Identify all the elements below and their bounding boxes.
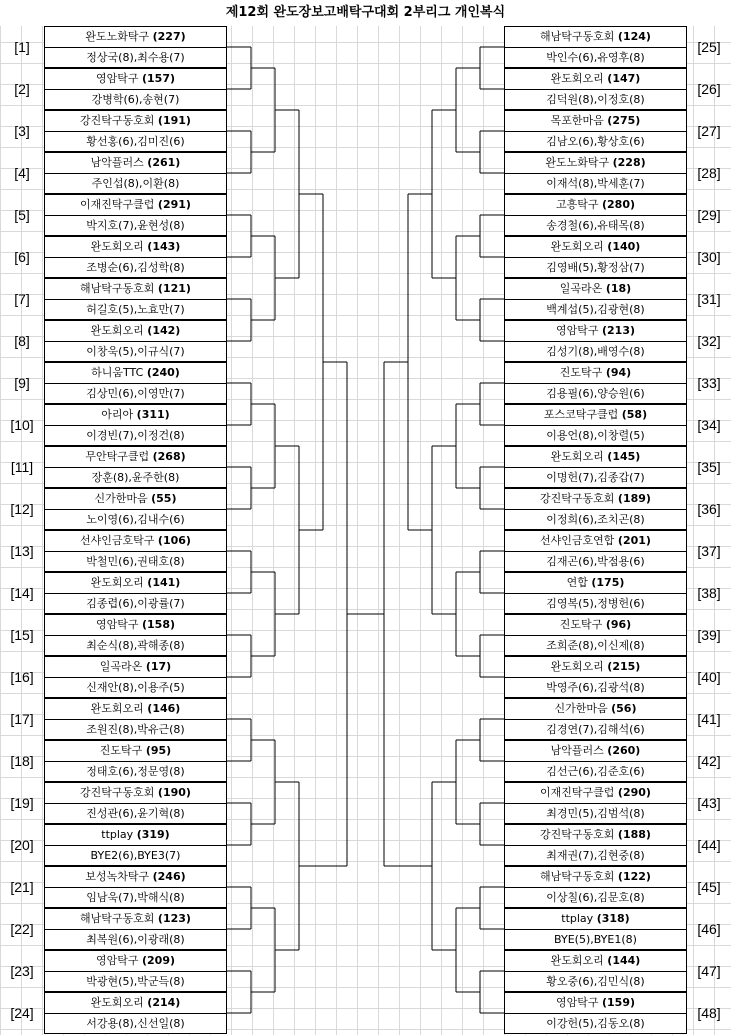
players-line: 주인섭(8),이환(8): [91, 177, 180, 190]
players-line: 박지호(7),윤현성(8): [86, 219, 185, 232]
team-line: [45, 447, 226, 468]
team-line: [505, 447, 686, 468]
team-line: [45, 657, 226, 678]
team-number: (188): [617, 828, 651, 841]
players-line: 최복원(6),이광래(8): [86, 933, 185, 946]
seed-number: [45]: [697, 879, 721, 895]
team-line: [45, 195, 226, 216]
team-name: 이재진탁구클럽: [80, 198, 155, 211]
players-line: 이용언(8),이창렬(5): [546, 429, 645, 442]
team-number: (175): [591, 576, 625, 589]
team-line: [505, 489, 686, 510]
team-name: 해남탁구동호회: [80, 282, 155, 295]
players-line: 장훈(8),윤주한(8): [91, 471, 180, 484]
players-line: 서강용(8),신선일(8): [86, 1017, 185, 1030]
team-number: (55): [151, 492, 177, 505]
players-line: 신재안(8),이용주(5): [86, 681, 185, 694]
team-line: [505, 741, 686, 762]
entry-box: [504, 404, 687, 446]
team-line: [505, 573, 686, 594]
entry-box: [44, 824, 227, 866]
seed-number: [34]: [697, 417, 721, 433]
team-line: [505, 195, 686, 216]
players-line: BYE(5),BYE1(8): [554, 933, 637, 946]
players-line: 백계섭(5),김광현(8): [546, 303, 645, 316]
seed-number: [3]: [14, 123, 30, 139]
seed-number: [19]: [10, 795, 34, 811]
team-number: (319): [136, 828, 170, 841]
team-line: [505, 909, 686, 930]
seed-number: [4]: [14, 165, 30, 181]
team-number: (157): [141, 72, 176, 85]
team-name: 완도회오리: [550, 660, 604, 673]
seed-number: [1]: [14, 39, 30, 55]
team-number: (318): [596, 912, 630, 925]
entry-box: [44, 572, 227, 614]
players-line: 이창욱(5),이규식(7): [86, 345, 185, 358]
team-number: (58): [621, 408, 648, 421]
team-number: (189): [617, 492, 651, 505]
team-name: 아리아: [101, 408, 134, 421]
team-name: 하니움TTC: [91, 366, 144, 379]
seed-number: [15]: [10, 627, 34, 643]
seed-number: [31]: [697, 291, 721, 307]
entry-box: [44, 782, 227, 824]
team-line: [505, 27, 686, 48]
team-number: (141): [147, 576, 181, 589]
team-name: 완도회오리: [90, 996, 144, 1009]
players-line: 이경빈(7),이정건(8): [86, 429, 185, 442]
team-number: (17): [145, 660, 172, 673]
players-line: 이명헌(7),김종갑(7): [546, 471, 645, 484]
players-line: 김상민(6),이영만(7): [86, 387, 185, 400]
seed-number: [20]: [10, 837, 34, 853]
entry-box: [504, 530, 687, 572]
team-name: 목포한마음: [550, 114, 604, 127]
players-line: 진성관(6),윤기혁(8): [86, 807, 185, 820]
players-line: 황선홍(6),김미진(6): [86, 135, 185, 148]
team-number: (228): [612, 156, 646, 169]
players-line: 김남오(6),황상호(6): [546, 135, 645, 148]
entry-box: [504, 236, 687, 278]
team-line: [505, 531, 686, 552]
entry-box: [504, 782, 687, 824]
entry-box: [44, 446, 227, 488]
team-line: [505, 615, 686, 636]
team-name: ttplay: [101, 828, 134, 841]
team-number: (246): [152, 870, 186, 883]
seed-number: [9]: [14, 375, 30, 391]
team-name: 완도회오리: [550, 450, 604, 463]
team-name: 강진탁구동호회: [80, 786, 155, 799]
team-number: (123): [157, 912, 191, 925]
team-name: 영암탁구: [555, 996, 599, 1009]
entry-box: [504, 572, 687, 614]
players-line: 박영주(6),김광석(8): [546, 681, 645, 694]
entry-box: [504, 992, 687, 1034]
entry-box: [44, 908, 227, 950]
entry-box: [44, 362, 227, 404]
team-line: [505, 153, 686, 174]
seed-number: [38]: [697, 585, 721, 601]
players-line: 이강헌(5),김동오(8): [546, 1017, 645, 1030]
team-line: [45, 489, 226, 510]
entry-box: [44, 320, 227, 362]
entry-box: [504, 488, 687, 530]
team-line: [505, 993, 686, 1014]
team-line: [505, 111, 686, 132]
entry-box: [44, 530, 227, 572]
players-line: 김영복(5),정병헌(6): [546, 597, 645, 610]
players-line: 송경철(6),유태목(8): [546, 219, 645, 232]
team-number: (143): [147, 240, 181, 253]
entry-box: [504, 194, 687, 236]
players-line: 정태호(6),정문영(8): [86, 765, 185, 778]
team-number: (191): [157, 114, 191, 127]
entry-box: [504, 740, 687, 782]
team-name: 해남탁구동호회: [80, 912, 155, 925]
players-line: 조원진(8),박유근(8): [86, 723, 185, 736]
team-name: 완도회오리: [90, 702, 144, 715]
team-line: [505, 699, 686, 720]
team-name: 남악플러스: [550, 744, 604, 757]
entry-box: [504, 26, 687, 68]
players-line: 정상국(8),최수용(7): [86, 51, 185, 64]
page-title: 제12회 완도장보고배탁구대회 2부리그 개인복식: [0, 0, 731, 26]
team-number: (261): [147, 156, 181, 169]
players-line: 김덕원(8),이정호(8): [546, 93, 645, 106]
team-line: [45, 27, 226, 48]
entry-box: [44, 488, 227, 530]
team-name: 해남탁구동호회: [540, 30, 615, 43]
team-name: 고흥탁구: [555, 198, 599, 211]
seed-number: [33]: [697, 375, 721, 391]
team-line: [45, 783, 226, 804]
entry-box: [44, 950, 227, 992]
team-line: [45, 699, 226, 720]
entry-box: [504, 908, 687, 950]
entry-box: [504, 68, 687, 110]
seed-number: [24]: [10, 1005, 34, 1021]
entry-box: [44, 26, 227, 68]
entry-box: [504, 614, 687, 656]
players-line: 박광현(5),박군득(8): [86, 975, 185, 988]
players-line: 김경연(7),김해석(6): [546, 723, 645, 736]
team-number: (240): [146, 366, 180, 379]
team-name: 선샤인금호탁구: [80, 534, 155, 547]
team-number: (94): [605, 366, 632, 379]
team-number: (124): [617, 30, 651, 43]
team-name: 완도회오리: [550, 954, 604, 967]
players-line: 허길호(5),노효만(7): [86, 303, 185, 316]
team-name: 진도탁구: [99, 744, 143, 757]
seed-number: [35]: [697, 459, 721, 475]
team-name: 완도회오리: [90, 324, 144, 337]
seed-number: [47]: [697, 963, 721, 979]
entry-box: [504, 446, 687, 488]
seed-number: [17]: [10, 711, 34, 727]
entry-box: [504, 152, 687, 194]
seed-number: [36]: [697, 501, 721, 517]
team-line: [45, 825, 226, 846]
team-number: (96): [605, 618, 632, 631]
team-name: 영암탁구: [95, 72, 139, 85]
players-line: 임남욱(7),박해식(8): [86, 891, 185, 904]
team-number: (291): [157, 198, 191, 211]
seed-number: [44]: [697, 837, 721, 853]
players-line: 김영배(5),황정삼(7): [546, 261, 645, 274]
seed-number: [18]: [10, 753, 34, 769]
entry-box: [44, 194, 227, 236]
team-line: [505, 951, 686, 972]
seed-number: [29]: [697, 207, 721, 223]
team-line: [45, 111, 226, 132]
seed-number: [43]: [697, 795, 721, 811]
team-line: [505, 867, 686, 888]
entry-box: [44, 152, 227, 194]
team-line: [45, 573, 226, 594]
team-name: 선샤인금호연합: [540, 534, 615, 547]
players-line: 김선근(6),김준호(6): [546, 765, 645, 778]
team-line: [45, 69, 226, 90]
team-number: (147): [607, 72, 641, 85]
team-line: [45, 993, 226, 1014]
seed-number: [14]: [10, 585, 34, 601]
seed-number: [16]: [10, 669, 34, 685]
team-name: 남악플러스: [90, 156, 144, 169]
seed-number: [5]: [14, 207, 30, 223]
players-line: 김재곤(6),박점용(6): [546, 555, 645, 568]
players-line: BYE2(6),BYE3(7): [90, 849, 181, 862]
team-name: 완도노화탁구: [545, 156, 610, 169]
players-line: 박인수(6),유영후(8): [546, 51, 645, 64]
team-name: 완도노화탁구: [85, 30, 150, 43]
seed-number: [46]: [697, 921, 721, 937]
entry-box: [504, 656, 687, 698]
team-name: 일곡라온: [559, 282, 603, 295]
team-line: [45, 531, 226, 552]
seed-number: [28]: [697, 165, 721, 181]
team-line: [505, 237, 686, 258]
seed-number: [23]: [10, 963, 34, 979]
team-name: 영암탁구: [555, 324, 599, 337]
players-line: 최재권(7),김현중(8): [546, 849, 645, 862]
team-number: (201): [617, 534, 651, 547]
entry-box: [504, 866, 687, 908]
team-name: 영암탁구: [95, 954, 139, 967]
team-name: 진도탁구: [559, 366, 603, 379]
team-number: (290): [617, 786, 651, 799]
team-number: (121): [157, 282, 191, 295]
entry-box: [44, 404, 227, 446]
team-number: (311): [136, 408, 170, 421]
entry-box: [504, 698, 687, 740]
team-line: [45, 867, 226, 888]
team-number: (190): [157, 786, 191, 799]
seed-number: [27]: [697, 123, 721, 139]
team-line: [45, 909, 226, 930]
seed-number: [32]: [697, 333, 721, 349]
team-number: (145): [607, 450, 641, 463]
players-line: 황오중(6),김민식(8): [546, 975, 645, 988]
entry-box: [44, 110, 227, 152]
team-line: [505, 825, 686, 846]
team-name: 일곡라온: [99, 660, 143, 673]
team-number: (122): [617, 870, 651, 883]
entry-box: [44, 698, 227, 740]
players-line: 김종렵(6),이광률(7): [86, 597, 185, 610]
team-line: [505, 657, 686, 678]
seed-number: [26]: [697, 81, 721, 97]
seed-number: [30]: [697, 249, 721, 265]
team-line: [45, 237, 226, 258]
team-line: [45, 363, 226, 384]
entry-box: [504, 362, 687, 404]
team-name: 강진탁구동호회: [80, 114, 155, 127]
team-name: 영암탁구: [95, 618, 139, 631]
seed-number: [48]: [697, 1005, 721, 1021]
team-line: [505, 279, 686, 300]
entry-box: [44, 740, 227, 782]
team-number: (209): [141, 954, 176, 967]
team-line: [45, 405, 226, 426]
entry-box: [504, 824, 687, 866]
players-line: 박철민(6),권태호(8): [86, 555, 185, 568]
team-line: [45, 153, 226, 174]
seed-number: [7]: [14, 291, 30, 307]
seed-number: [37]: [697, 543, 721, 559]
team-number: (95): [145, 744, 172, 757]
team-name: 무안탁구클럽: [85, 450, 150, 463]
players-line: 최경민(5),김범석(8): [546, 807, 645, 820]
entry-box: [44, 866, 227, 908]
players-line: 이정희(6),조치곤(8): [546, 513, 645, 526]
team-number: (268): [152, 450, 186, 463]
seed-number: [41]: [697, 711, 721, 727]
entry-box: [44, 278, 227, 320]
team-line: [45, 279, 226, 300]
team-name: 완도회오리: [90, 576, 144, 589]
players-line: 최순식(8),곽해종(8): [86, 639, 185, 652]
team-number: (280): [601, 198, 636, 211]
players-line: 이재석(8),박세훈(7): [546, 177, 645, 190]
team-number: (213): [601, 324, 636, 337]
team-number: (260): [607, 744, 641, 757]
entry-box: [504, 278, 687, 320]
team-name: 신가한마음: [94, 492, 148, 505]
team-number: (158): [141, 618, 176, 631]
team-number: (106): [157, 534, 191, 547]
entry-box: [504, 110, 687, 152]
players-line: 이상칠(6),김문호(8): [546, 891, 645, 904]
seed-number: [40]: [697, 669, 721, 685]
team-number: (144): [607, 954, 641, 967]
seed-number: [6]: [14, 249, 30, 265]
entry-box: [44, 656, 227, 698]
team-number: (18): [605, 282, 632, 295]
team-name: 완도회오리: [550, 72, 604, 85]
team-name: 진도탁구: [559, 618, 603, 631]
team-number: (140): [607, 240, 641, 253]
team-name: 강진탁구동호회: [540, 828, 615, 841]
team-name: 연합: [566, 576, 588, 589]
team-name: 포스코탁구클럽: [543, 408, 619, 421]
entry-box: [504, 320, 687, 362]
seed-number: [42]: [697, 753, 721, 769]
team-number: (56): [611, 702, 637, 715]
entry-box: [44, 236, 227, 278]
team-number: (227): [152, 30, 186, 43]
team-line: [505, 405, 686, 426]
entry-box: [44, 614, 227, 656]
team-line: [45, 741, 226, 762]
team-name: 신가한마음: [554, 702, 608, 715]
seed-number: [13]: [10, 543, 34, 559]
players-line: 조병순(6),김성학(8): [86, 261, 185, 274]
players-line: 강병학(6),송현(7): [91, 93, 180, 106]
team-number: (146): [147, 702, 181, 715]
entry-box: [504, 950, 687, 992]
team-line: [505, 321, 686, 342]
players-line: 김성기(8),배영수(8): [546, 345, 645, 358]
seed-number: [25]: [697, 39, 721, 55]
team-name: 보성녹차탁구: [85, 870, 150, 883]
team-line: [45, 951, 226, 972]
team-line: [505, 363, 686, 384]
seed-number: [21]: [10, 879, 34, 895]
team-number: (215): [607, 660, 641, 673]
seed-number: [2]: [14, 81, 30, 97]
team-line: [505, 783, 686, 804]
seed-number: [11]: [10, 459, 34, 475]
team-name: 이재진탁구클럽: [540, 786, 615, 799]
entry-box: [44, 992, 227, 1034]
team-number: (159): [601, 996, 636, 1009]
team-name: 완도회오리: [90, 240, 144, 253]
players-line: 노이영(6),김내수(6): [86, 513, 185, 526]
seed-number: [39]: [697, 627, 721, 643]
team-number: (142): [147, 324, 181, 337]
team-line: [45, 615, 226, 636]
players-line: 김용필(6),양승원(6): [546, 387, 645, 400]
seed-number: [22]: [10, 921, 34, 937]
team-number: (214): [147, 996, 181, 1009]
team-line: [505, 69, 686, 90]
seed-number: [8]: [14, 333, 30, 349]
team-number: (275): [607, 114, 641, 127]
seed-number: [10]: [10, 417, 34, 433]
entry-box: [44, 68, 227, 110]
team-name: 강진탁구동호회: [540, 492, 615, 505]
team-line: [45, 321, 226, 342]
team-name: ttplay: [561, 912, 594, 925]
team-name: 완도회오리: [550, 240, 604, 253]
players-line: 조희준(8),이신제(8): [546, 639, 645, 652]
team-name: 해남탁구동호회: [540, 870, 615, 883]
seed-number: [12]: [10, 501, 34, 517]
